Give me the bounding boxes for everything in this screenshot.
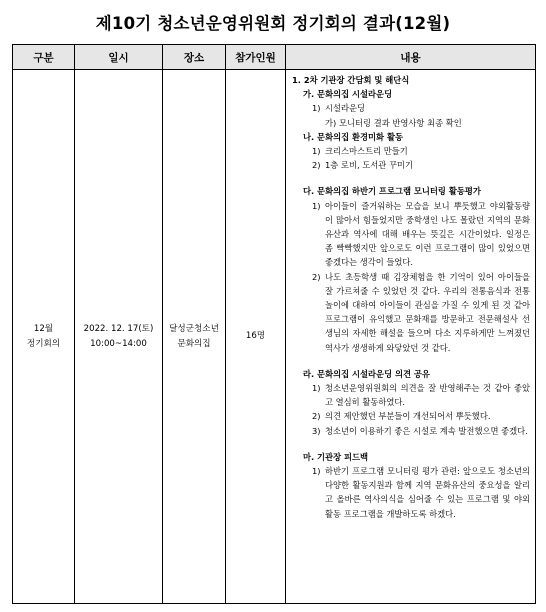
sub-list-item-number: 가) — [325, 117, 337, 128]
spacer — [292, 355, 530, 367]
table-row — [13, 70, 536, 604]
content-main-heading: 1. 2차 기관장 간담회 및 해단식 — [292, 75, 410, 85]
list-item — [292, 381, 530, 409]
spacer — [292, 172, 530, 184]
list-item-text: 나도 초등학생 때 김장체험을 한 기억이 있어 아이들을 잘 가르쳐줄 수 있었던 것 같다. 우리의 전통음식과 전통놀이에 대하여 아이들이 관심을 가질 수 있게 된 것 같아 프로그램이 유익했고 문화재를 방문하고 전문해설사 선생님의 자세한 해설을 들으며 다소 지루하게만 느껴졌던 역사가 생생하게 와닿았던 것 같다. — [325, 271, 530, 353]
header-category: 구분 — [13, 45, 75, 70]
list-item-number: 1) — [312, 383, 321, 394]
section-heading: 다. 문화의집 하반기 프로그램 모니터링 활동평가 — [303, 186, 481, 197]
list-item-text: 아이들이 즐거워하는 모습을 보니 뿌듯했고 야외활동량이 많아서 힘들었지만 중학생인 나도 몰랐던 지역의 문화유산과 역사에 대해 배우는 뜻깊은 시간이었다. 일정은 좀 빡빡했지만 앞으로도 이런 프로그램이 많이 있었으면 좋겠다는 생각이 들었다. — [325, 200, 530, 268]
list-item-text: 하반기 프로그램 모니터링 평가 관련: 앞으로도 청소년의 다양한 활동지원과 함께 지역 문화유산의 중요성을 알리고 올바른 역사의식을 심어줄 수 있는 프로그램 및 야외활동 프로그램을 개발하도록 하겠다. — [325, 466, 530, 519]
header-row — [13, 45, 536, 70]
category-type: 정기회의 — [26, 338, 61, 349]
list-item-number: 2) — [312, 271, 321, 282]
place-line-2: 문화의집 — [177, 338, 211, 349]
section-heading: 라. 문화의집 시설라운딩 의견 공유 — [303, 368, 430, 379]
place-line-1: 달성군청소년 — [169, 323, 219, 334]
attendee-count: 16명 — [245, 331, 266, 341]
section-heading: 나. 문화의집 환경미화 활동 — [303, 131, 403, 142]
sub-list-item-text: 모니터링 결과 반영사항 최종 확인 — [339, 117, 462, 128]
list-item — [292, 409, 530, 423]
list-item-text: 1층 로비, 도서관 꾸미기 — [325, 160, 413, 171]
sub-list-item — [292, 116, 530, 130]
list-item-number: 2) — [312, 160, 321, 171]
list-item — [292, 270, 530, 355]
list-item-number: 1) — [312, 146, 321, 157]
list-item — [292, 424, 530, 438]
section-heading: 가. 문화의집 시설라운딩 — [303, 89, 393, 100]
place-cell — [163, 70, 226, 604]
list-item-text: 청소년이 이용하기 좋은 시설로 계속 발전했으면 좋겠다. — [325, 425, 528, 436]
page-title: 제10기 청소년운영위원회 정기회의 결과(12월) — [95, 14, 451, 33]
meeting-results-table — [12, 44, 536, 604]
category-cell — [13, 70, 75, 604]
list-item — [292, 464, 530, 521]
category-month: 12월 — [33, 323, 54, 334]
datetime-cell — [75, 70, 163, 604]
section-heading: 마. 기관장 피드백 — [303, 451, 369, 462]
header-place: 장소 — [163, 45, 226, 70]
attendees-cell — [226, 70, 286, 604]
list-item-text: 시설라운딩 — [325, 103, 366, 114]
list-item — [292, 144, 530, 158]
list-item-text: 청소년운영위원회의 의견을 잘 반영해주는 것 같아 좋았고 열심히 활동하였다. — [325, 383, 530, 408]
list-item-number: 1) — [312, 200, 321, 211]
list-item-number: 3) — [312, 425, 321, 436]
header-attendees: 참가인원 — [226, 45, 286, 70]
list-item — [292, 101, 530, 115]
list-item-text: 의견 제안했던 부분들이 개선되어서 뿌듯했다. — [325, 411, 491, 422]
list-item-number: 1) — [312, 103, 321, 114]
header-content: 내용 — [286, 45, 536, 70]
meeting-date: 2022. 12. 17(토) — [83, 323, 154, 334]
list-item-number: 1) — [312, 466, 321, 477]
content-cell — [286, 70, 536, 604]
meeting-time: 10:00~14:00 — [90, 338, 147, 349]
spacer — [292, 438, 530, 450]
header-datetime: 일시 — [75, 45, 163, 70]
list-item — [292, 158, 530, 172]
list-item-number: 2) — [312, 411, 321, 422]
list-item — [292, 199, 530, 270]
list-item-text: 크리스마스트리 만들기 — [325, 146, 408, 157]
